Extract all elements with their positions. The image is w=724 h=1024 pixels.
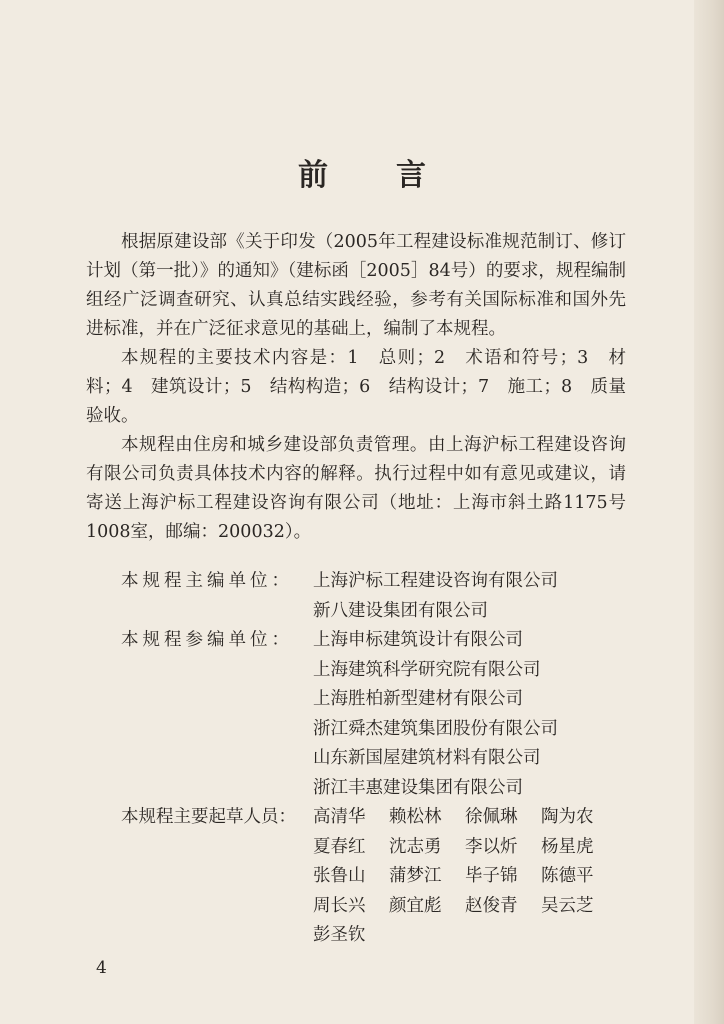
- preface-body: [86, 228, 626, 547]
- drafter-name: 毕子锦: [465, 866, 518, 886]
- unit-name: 上海建筑科学研究院有限公司: [313, 659, 541, 680]
- participating-units-row: [86, 626, 646, 803]
- drafter-name: 徐佩琳: [465, 807, 518, 827]
- drafter-name: 蒲梦江: [389, 866, 442, 886]
- title-char: 前: [298, 158, 328, 193]
- drafters-list: [313, 803, 617, 951]
- drafter-name: 李以炘: [465, 836, 518, 857]
- drafters-label: 本规程主要起草人员：: [121, 807, 296, 827]
- page-title: [0, 150, 724, 194]
- drafter-name: 沈志勇: [389, 836, 442, 857]
- drafter-name: 张鲁山: [313, 866, 366, 886]
- unit-name: 新八建设集团有限公司: [313, 600, 488, 621]
- drafter-name: 夏春红: [313, 836, 366, 857]
- participating-units-list: [313, 626, 558, 803]
- drafter-name: 陈德平: [541, 866, 594, 886]
- drafter-name: 陶为农: [541, 807, 594, 827]
- chief-units-row: [86, 567, 646, 626]
- unit-name: 上海胜柏新型建材有限公司: [313, 689, 523, 709]
- unit-name: 上海沪标工程建设咨询有限公司: [313, 571, 558, 591]
- drafters-row: [86, 803, 646, 951]
- unit-name: 山东新国屋建筑材料有限公司: [313, 748, 541, 768]
- drafter-name: 杨星虎: [541, 836, 594, 857]
- drafter-name: 吴云芝: [541, 895, 594, 916]
- drafter-name: 颜宜彪: [389, 895, 442, 916]
- unit-name: 上海申标建筑设计有限公司: [313, 630, 523, 650]
- paragraph: 本规程由住房和城乡建设部负责管理。由上海沪标工程建设咨询有限公司负责具体技术内容的解释。执行过程中如有意见或建议，请寄送上海沪标工程建设咨询有限公司（地址：上海市斜土路1175号1008室，邮编：200032）。: [86, 435, 626, 542]
- participating-units-label: 本规程参编单位：: [121, 630, 293, 650]
- paragraph: 根据原建设部《关于印发（2005年工程建设标准规范制订、修订计划（第一批）》的通知》（建标函［2005］84号）的要求，规程编制组经广泛调查研究、认真总结实践经验，参考有关国际标准和国外先进标准，并在广泛征求意见的基础上，编制了本规程。: [86, 232, 626, 339]
- drafter-name: 高清华: [313, 807, 366, 827]
- drafter-name: 赵俊青: [465, 895, 518, 916]
- chief-units-label: 本规程主编单位：: [121, 571, 293, 591]
- paragraph: 本规程的主要技术内容是：1 总则；2 术语和符号；3 材料；4 建筑设计；5 结构构造；6 结构设计；7 施工；8 质量验收。: [86, 348, 626, 426]
- unit-name: 浙江丰惠建设集团有限公司: [313, 777, 523, 798]
- page-number: 4: [96, 958, 107, 978]
- title-char: 言: [396, 158, 426, 193]
- credits-section: [86, 567, 646, 951]
- chief-units-list: [313, 567, 558, 626]
- drafter-name: 彭圣钦: [313, 925, 366, 945]
- drafter-name: 赖松林: [389, 807, 442, 827]
- unit-name: 浙江舜杰建筑集团股份有限公司: [313, 718, 558, 739]
- drafter-name: 周长兴: [313, 895, 366, 916]
